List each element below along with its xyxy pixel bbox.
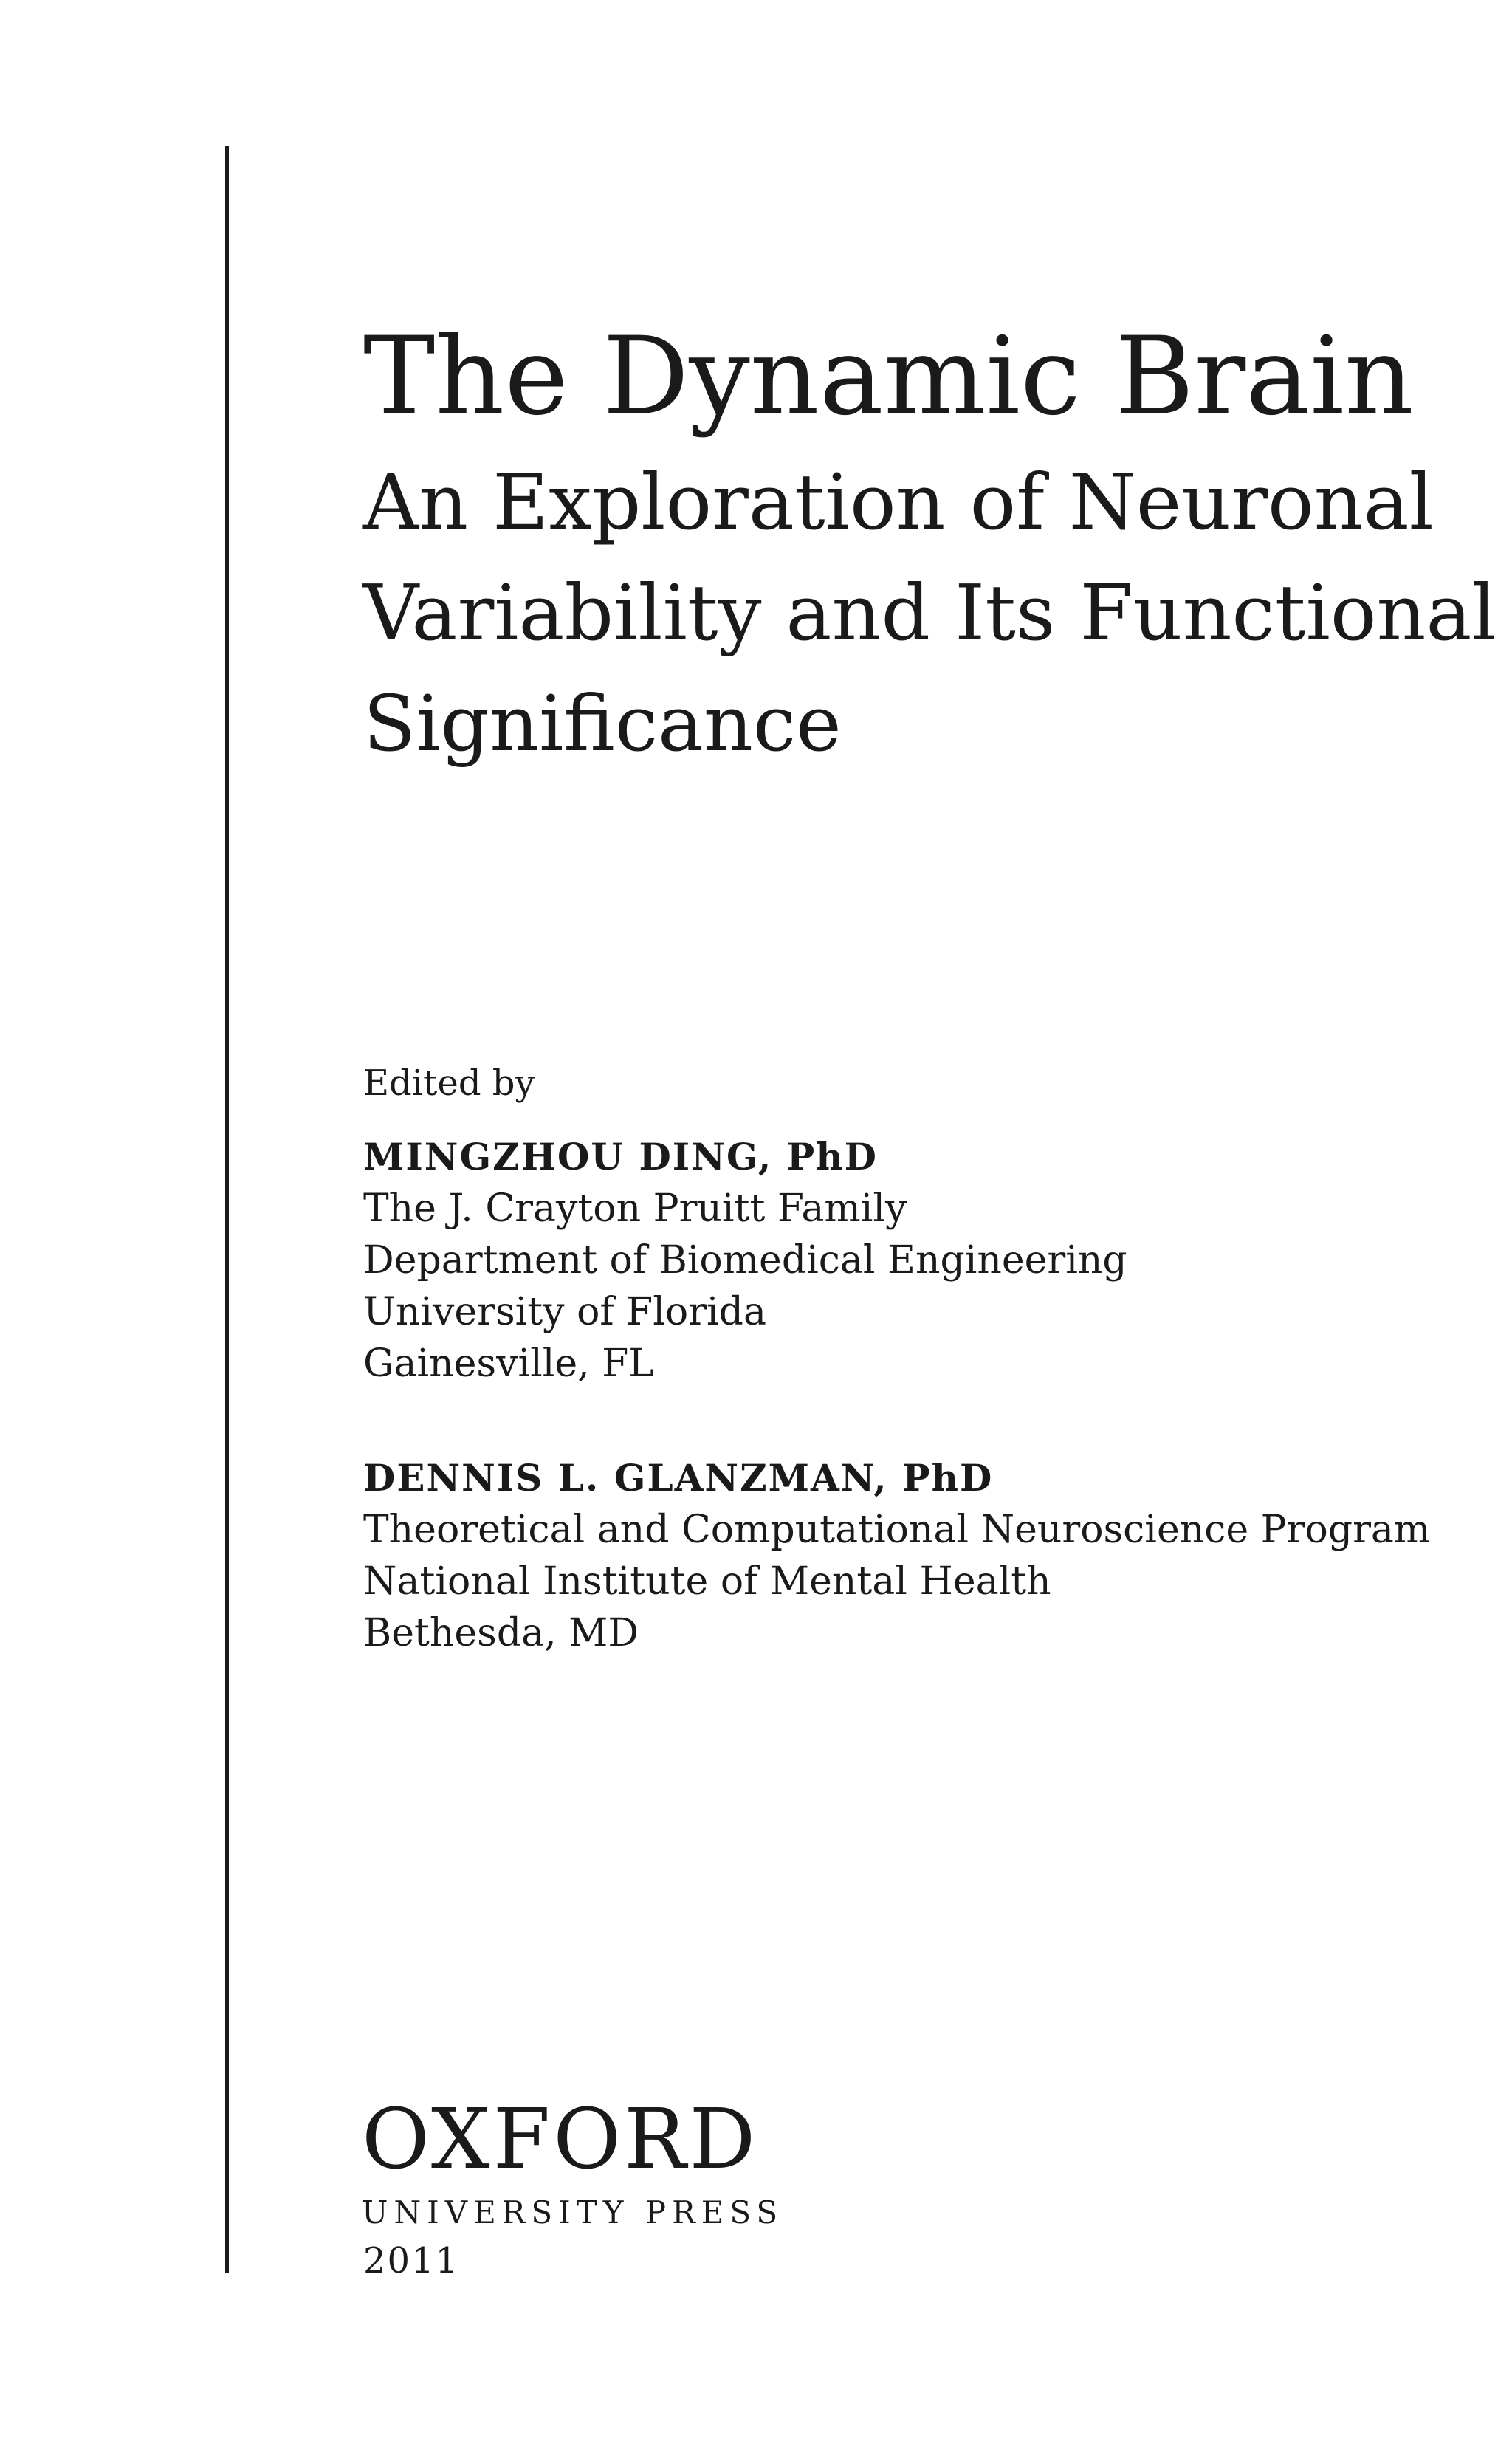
subtitle-line: Significance xyxy=(363,679,842,769)
editor-affiliation-line: Gainesville, FL xyxy=(363,1342,654,1386)
editor-affiliation-line: University of Florida xyxy=(363,1290,766,1334)
editor-affiliation-line: The J. Crayton Pruitt Family xyxy=(363,1187,907,1231)
book-subtitle xyxy=(363,447,1496,779)
subtitle-line: An Exploration of Neuronal xyxy=(363,457,1434,547)
editor-name: MINGZHOU DING, PhD xyxy=(363,1135,878,1178)
editor-1 xyxy=(363,1131,1127,1390)
edited-by-label: Edited by xyxy=(363,1062,535,1104)
editor-2 xyxy=(363,1452,1430,1659)
vertical-rule xyxy=(225,146,229,2273)
book-title: The Dynamic Brain xyxy=(363,314,1415,439)
publisher-subname: UNIVERSITY PRESS xyxy=(362,2194,784,2231)
editor-affiliation-line: Department of Biomedical Engineering xyxy=(363,1238,1127,1282)
publisher-name: OXFORD xyxy=(362,2092,759,2188)
editor-affiliation-line: Theoretical and Computational Neuroscience Program xyxy=(363,1508,1431,1552)
editor-affiliation-line: Bethesda, MD xyxy=(363,1611,639,1655)
publisher-logo xyxy=(362,2092,784,2231)
editor-affiliation-line: National Institute of Mental Health xyxy=(363,1559,1051,1604)
publication-year: 2011 xyxy=(363,2240,460,2281)
subtitle-line: Variability and Its Functional xyxy=(363,568,1496,658)
editor-name: DENNIS L. GLANZMAN, PhD xyxy=(363,1456,994,1500)
